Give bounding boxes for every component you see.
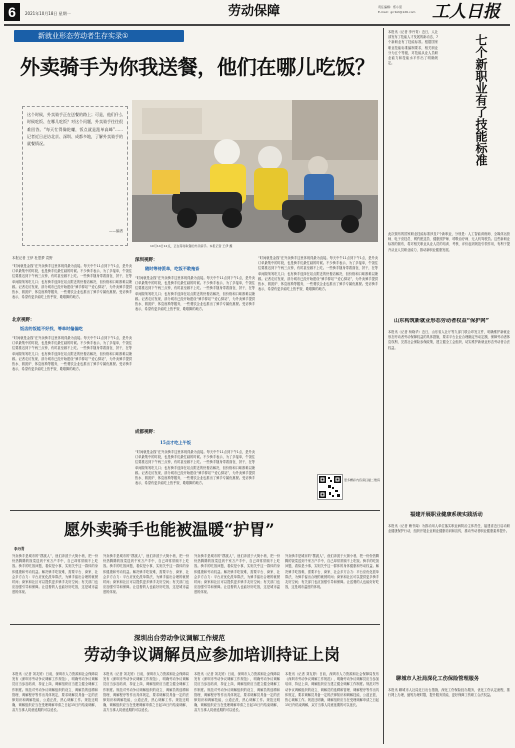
section-beijing: 北京视野： — [12, 318, 35, 323]
qr-caption: 更多精彩内容请扫描二维码 — [344, 478, 381, 482]
main-headline: 外卖骑手为你我送餐，他们在哪儿吃饭？ — [20, 55, 375, 79]
commentary-col-4: 外卖骑手是城市的“摆渡人”，他们奔波于大街小巷，把一份份热腾腾的饭菜送到千家万户手中，自己却常常顾不上吃饭。骑手的吃饭问题，看似是小事，实则关乎这一群体的身体健康和劳动权益。解决骑手吃饭难，需要平台、商家、社会多方合力：平台应优化派单算法，为骑手留出合理的就餐时间；商家和社区可以提供更多骑手友好空间；有关部门也应加强引导和保障。让送餐的人也能好好吃饭，这是城市温度的体现。 — [285, 554, 379, 590]
right-headline-4: 聊城市人社局深化工伤保险管理服务 — [396, 676, 480, 682]
article-col-2b: “时间就是金钱”在外卖骑手这里体现得最为直接。每天中午11点到下午1点，是外卖订单最集中的时段，也是骑手们最忙碌的时候。不少骑手表示，为了多接单，午饭往往要推迟到下午两三点钟，有时甚至顾不上吃。一些骑手随身带着面包、饼干，在等单间隙匆匆吃几口；也有骑手选择在站点附近的快餐店解决，但价格和口味都难以兼顾。记者走访发现，部分城市已经开始建设“骑手驿站”“爱心驿站”，为外卖骑手提供热水、微波炉、休息座椅等服务，一些餐饮企业也推出了骑手专属优惠餐。受访骑手表示，希望有更多能吃上热乎饭、歇歇脚的地方。 — [135, 450, 255, 486]
section-shenzhen-sub: 随时等待派单，吃饭不敢拖沓 — [145, 266, 200, 271]
right-headline-2: 山东构筑新就业形态劳动者权益“保护网” — [394, 318, 490, 324]
lead-tag: ——编者 — [109, 229, 123, 233]
article-col-1b: “时间就是金钱”在外卖骑手这里体现得最为直接。每天中午11点到下午1点，是外卖订单最集中的时段，也是骑手们最忙碌的时候。不少骑手表示，为了多接单，午饭往往要推迟到下午两三点钟，有时甚至顾不上吃。一些骑手随身带着面包、饼干，在等单间隙匆匆吃几口；也有骑手选择在站点附近的快餐店解决，但价格和口味都难以兼顾。记者走访发现，部分城市已经开始建设“骑手驿站”“爱心驿站”，为外卖骑手提供热水、微波炉、休息座椅等服务，一些餐饮企业也推出了骑手专属优惠餐。受访骑手表示，希望有更多能吃上热乎饭、歇歇脚的地方。 — [12, 336, 132, 372]
right-first-text: 本报讯（记者 李丹青）近日，人社部发布了技能人才发展的新动态，7个新职业有了技能标准。根据国家职业技能标准编制要求，相关职业分为五个等级，对技能从业人员职业能力和技能水平作出了明确规定。 — [388, 30, 438, 66]
photo-caption: 10月14日12点，正在等待取餐的外卖骑手。本报记者 王伊 摄 — [150, 244, 233, 248]
bottom-col-1: 本报讯（记者 刘友婷）日前，深圳市人力资源和社会保障局发布《深圳市劳动争议调解工作规范》，明确劳动争议调解员应当参加培训、持证上岗，调解组织应当建立健全调解工作制度。规范对劳动争议调解组织的设立、调解员的选聘和管理、调解程序等作出具体规定，要求调解员具备一定的法律知识和调解技能，公道正派，热心调解工作。规范还明确，调解组织应当在受理调解申请之日起15日内结束调解，双方当事人同意延期的可以延长。 — [12, 672, 98, 713]
lead-text: 这个时候，外卖骑手正在送餐的路上；可是，他们什么时候吃饭、在哪儿吃饭？对这个问题，外卖骑手往往很难回答。“每天忙得像陀螺，饭点就是派单高峰”……记者近日走访北京、深圳、成都多地，了解外卖骑手的就餐情况。 — [27, 112, 123, 147]
bottom-col-4: 本报讯（记者 刘友婷）日前，深圳市人力资源和社会保障局发布《深圳市劳动争议调解工作规范》，明确劳动争议调解员应当参加培训、持证上岗，调解组织应当建立健全调解工作制度。规范对劳动争议调解组织的设立、调解员的选聘和管理、调解程序等作出具体规定，要求调解员具备一定的法律知识和调解技能，公道正派，热心调解工作。规范还明确，调解组织应当在受理调解申请之日起15日内结束调解，双方当事人同意延期的可以延长。 — [285, 672, 379, 708]
section-shenzhen: 深圳视野： — [135, 258, 158, 263]
bottom-article-rule — [10, 624, 380, 625]
editor-line: 责任编辑：郑小茹 — [378, 5, 403, 9]
article-col-1a: “时间就是金钱”在外卖骑手这里体现得最为直接。每天中午11点到下午1点，是外卖订单最集中的时段，也是骑手们最忙碌的时候。不少骑手表示，为了多接单，午饭往往要推迟到下午两三点钟，有时甚至顾不上吃。一些骑手随身带着面包、饼干，在等单间隙匆匆吃几口；也有骑手选择在站点附近的快餐店解决，但价格和口味都难以兼顾。记者走访发现，部分城市已经开始建设“骑手驿站”“爱心驿站”，为外卖骑手提供热水、微波炉、休息座椅等服务，一些餐饮企业也推出了骑手专属优惠餐。受访骑手表示，希望有更多能吃上热乎饭、歇歇脚的地方。 — [12, 264, 132, 300]
commentary-col-3: 外卖骑手是城市的“摆渡人”，他们奔波于大街小巷，把一份份热腾腾的饭菜送到千家万户手中，自己却常常顾不上吃饭。骑手的吃饭问题，看似是小事，实则关乎这一群体的身体健康和劳动权益。解决骑手吃饭难，需要平台、商家、社会多方合力：平台应优化派单算法，为骑手留出合理的就餐时间；商家和社区可以提供更多骑手友好空间；有关部门也应加强引导和保障。让送餐的人也能好好吃饭，这是城市温度的体现。 — [194, 554, 280, 595]
page-masthead — [0, 0, 515, 28]
commentary-headline: 愿外卖骑手也能被温暖“护胃” — [64, 520, 275, 539]
series-banner — [14, 30, 184, 42]
news-photo — [132, 100, 378, 242]
right-body-3: 本报讯（记者 赖书闻）为推动用人单位落实职业病防治主体责任，福建省近日启动职业健康保护行动，组织开展企业职业健康培训和宣传，推动劳动者职业健康素养提升。 — [388, 524, 510, 534]
bottom-col-2: 本报讯（记者 刘友婷）日前，深圳市人力资源和社会保障局发布《深圳市劳动争议调解工作规范》，明确劳动争议调解员应当参加培训、持证上岗，调解组织应当建立健全调解工作制度。规范对劳动争议调解组织的设立、调解员的选聘和管理、调解程序等作出具体规定，要求调解员具备一定的法律知识和调解技能，公道正派，热心调解工作。规范还明确，调解组织应当在受理调解申请之日起15日内结束调解，双方当事人同意延期的可以延长。 — [103, 672, 189, 713]
lead-box — [22, 106, 128, 246]
right-headline-1: 七个新职业有了技能标准 — [474, 34, 488, 166]
qr-code[interactable] — [317, 474, 343, 500]
bottom-col-3: 本报讯（记者 刘友婷）日前，深圳市人力资源和社会保障局发布《深圳市劳动争议调解工作规范》，明确劳动争议调解员应当参加培训、持证上岗，调解组织应当建立健全调解工作制度。规范对劳动争议调解组织的设立、调解员的选聘和管理、调解程序等作出具体规定，要求调解员具备一定的法律知识和调解技能，公道正派，热心调解工作。规范还明确，调解组织应当在受理调解申请之日起15日内结束调解，双方当事人同意延期的可以延长。 — [194, 672, 280, 713]
commentary-author: 李丹青 — [14, 547, 25, 551]
section-chengdu-sub: 15点才吃上午饭 — [160, 440, 191, 445]
right-headline-3: 福建开展职业健康系统实践活动 — [410, 512, 483, 518]
section-title: 劳动保障 — [228, 4, 281, 19]
right-body-4: 本报讯 聊城市人社局近日出台措施，深化工伤保险经办服务，优化工伤认定流程，推行网上办理，缩短办理时限，提升服务效能，更好保障工伤职工合法权益。 — [388, 688, 510, 698]
section-beijing-sub: 饭店的饭能不好找，等单时偏偏吃 — [20, 326, 83, 331]
commentary-col-2: 外卖骑手是城市的“摆渡人”，他们奔波于大街小巷，把一份份热腾腾的饭菜送到千家万户手中，自己却常常顾不上吃饭。骑手的吃饭问题，看似是小事，实则关乎这一群体的身体健康和劳动权益。解决骑手吃饭难，需要平台、商家、社会多方合力：平台应优化派单算法，为骑手留出合理的就餐时间；商家和社区可以提供更多骑手友好空间；有关部门也应加强引导和保障。让送餐的人也能好好吃饭，这是城市温度的体现。 — [103, 554, 189, 595]
byline: 本报记者 王伊 杜思梦 袁野 — [12, 256, 53, 260]
photo-illustration — [132, 100, 378, 242]
right-body-1: 此次颁布的国家职业技能标准涉及7个新职业，分别是：人工智能训练师、全媒体运营师、电子竞技员、网约配送员、健康照护师、呼吸治疗师、无人机驾驶员。这些新职业标准的颁布，将对相关职业从业人员的培训、考核、评价起到规范引领作用，有利于提升从业人员职业能力，推动新职业健康发展。 — [388, 232, 510, 252]
bottom-article-headline: 劳动争议调解员应参加培训持证上岗 — [84, 645, 341, 664]
qr-code-icon — [318, 475, 342, 499]
commentary-top-rule — [10, 510, 380, 511]
page-number: 6 — [4, 3, 20, 21]
email-line: E-mail：grrbld@126.com — [378, 10, 416, 14]
section-chengdu: 成都视野： — [135, 430, 158, 435]
right-column-divider — [383, 28, 384, 744]
masthead-rule — [4, 24, 510, 26]
issue-date: 2021年10月18日 星期一 — [25, 11, 71, 16]
article-col-3: “时间就是金钱”在外卖骑手这里体现得最为直接。每天中午11点到下午1点，是外卖订单最集中的时段，也是骑手们最忙碌的时候。不少骑手表示，为了多接单，午饭往往要推迟到下午两三点钟，有时甚至顾不上吃。一些骑手随身带着面包、饼干，在等单间隙匆匆吃几口；也有骑手选择在站点附近的快餐店解决，但价格和口味都难以兼顾。记者走访发现，部分城市已经开始建设“骑手驿站”“爱心驿站”，为外卖骑手提供热水、微波炉、休息座椅等服务，一些餐饮企业也推出了骑手专属优惠餐。受访骑手表示，希望有更多能吃上热乎饭、歇歇脚的地方。 — [258, 256, 378, 292]
article-col-2a: “时间就是金钱”在外卖骑手这里体现得最为直接。每天中午11点到下午1点，是外卖订单最集中的时段，也是骑手们最忙碌的时候。不少骑手表示，为了多接单，午饭往往要推迟到下午两三点钟，有时甚至顾不上吃。一些骑手随身带着面包、饼干，在等单间隙匆匆吃几口；也有骑手选择在站点附近的快餐店解决，但价格和口味都难以兼顾。记者走访发现，部分城市已经开始建设“骑手驿站”“爱心驿站”，为外卖骑手提供热水、微波炉、休息座椅等服务，一些餐饮企业也推出了骑手专属优惠餐。受访骑手表示，希望有更多能吃上热乎饭、歇歇脚的地方。 — [135, 276, 255, 312]
newspaper-logo: 工人日报 — [432, 2, 500, 22]
right-body-2: 本报讯（记者 杨晓华）近日，山东省人社厅等九部门联合印发文件，明确维护新就业形态劳动者劳动保障权益的具体措施，要求平台企业合理确定劳动定额，保障劳动者休息权利，完善社会保险参保政策，建立健全工会组织，切实维护新就业形态劳动者合法权益。 — [388, 330, 510, 350]
series-banner-text: 新就业形态劳动者生存实录① — [38, 32, 129, 40]
commentary-col-1: 外卖骑手是城市的“摆渡人”，他们奔波于大街小巷，把一份份热腾腾的饭菜送到千家万户手中，自己却常常顾不上吃饭。骑手的吃饭问题，看似是小事，实则关乎这一群体的身体健康和劳动权益。解决骑手吃饭难，需要平台、商家、社会多方合力：平台应优化派单算法，为骑手留出合理的就餐时间；商家和社区可以提供更多骑手友好空间；有关部门也应加强引导和保障。让送餐的人也能好好吃饭，这是城市温度的体现。 — [12, 554, 98, 595]
bottom-article-kicker: 深圳出台劳动争议调解工作规范 — [134, 634, 225, 642]
